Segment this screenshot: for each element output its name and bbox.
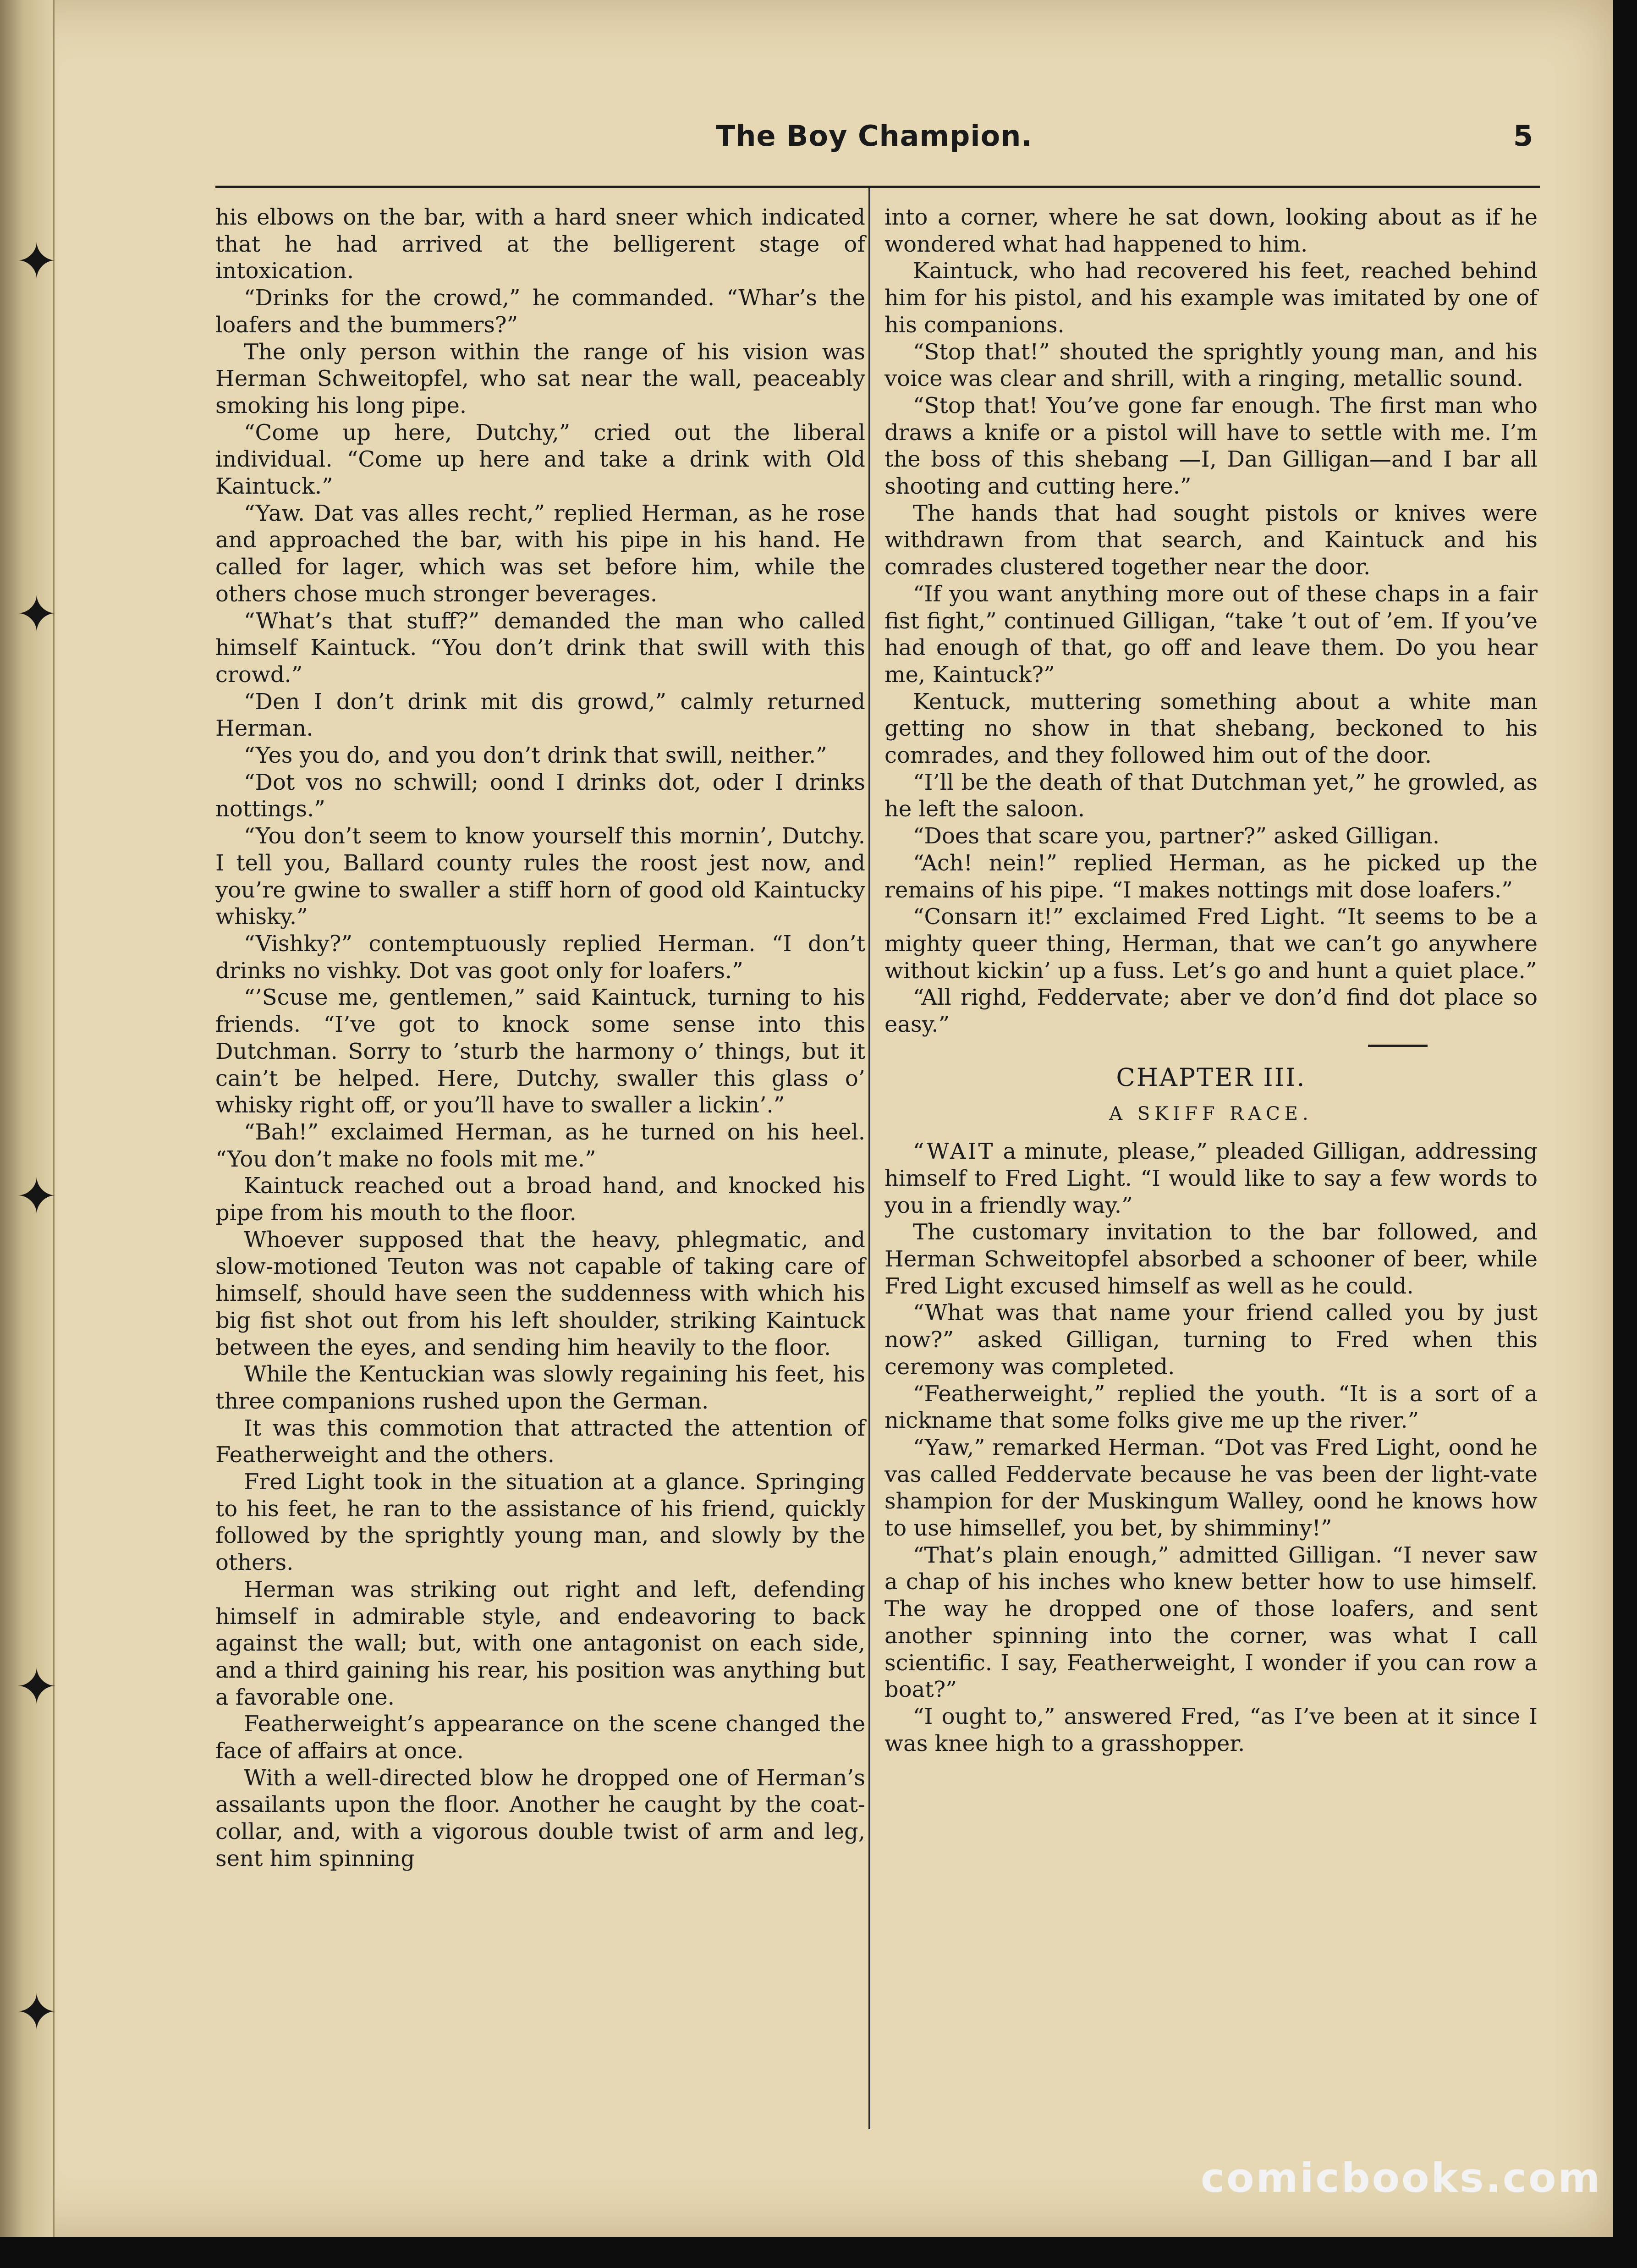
- paragraph: Featherweight’s appearance on the scene changed the face of affairs at once.: [215, 1711, 865, 1764]
- paragraph: “Consarn it!” exclaimed Fred Light. “It seems to be a mighty queer thing, Herman, that we can’t go anywhere without kickin’ up a fuss. Let’s go and hunt a quiet place.”: [884, 904, 1538, 984]
- paragraph: his elbows on the bar, with a hard sneer which indicated that he had arrived at the belligerent stage of intoxication.: [215, 204, 865, 284]
- paragraph: Kaintuck, who had recovered his feet, reached behind him for his pistol, and his example was imitated by one of his companions.: [884, 258, 1538, 338]
- paragraph: “That’s plain enough,” admitted Gilligan. “I never saw a chap of his inches who knew better how to use himself. The way he dropped one of those loafers, and sent another spinning into the corner, was what I call scientific. I say, Featherweight, I wonder if you can row a boat?”: [884, 1542, 1538, 1703]
- paragraph: “I’ll be the death of that Dutchman yet,” he growled, as he left the saloon.: [884, 769, 1538, 822]
- paragraph: Fred Light took in the situation at a glance. Springing to his feet, he ran to the assistance of his friend, quickly followed by the sprightly young man, and slowly by the others.: [215, 1469, 865, 1576]
- site-watermark: comicbooks.com: [1201, 2154, 1602, 2202]
- small-caps-opening: “WAIT: [913, 1139, 995, 1165]
- paragraph: into a corner, where he sat down, looking about as if he wondered what had happened to him.: [884, 204, 1538, 257]
- header-rule: [215, 186, 1540, 188]
- staple-icon: ✦: [15, 1983, 58, 2042]
- page-header: [215, 119, 1533, 170]
- paragraph: The hands that had sought pistols or knives were withdrawn from that search, and Kaintuck and his comrades clustered together near the door.: [884, 500, 1538, 580]
- left-column: [215, 204, 865, 1872]
- staple-icon: ✦: [15, 232, 58, 291]
- paragraph: Whoever supposed that the heavy, phlegmatic, and slow-motioned Teuton was not capable of taking care of himself, should have seen the suddenness with which his big fist shot out from his left shoulder, striking Kaintuck between the eyes, and sending him heavily to the floor.: [215, 1227, 865, 1360]
- chapter-opening-paragraph: [884, 1138, 1538, 1219]
- paragraph: Kaintuck reached out a broad hand, and knocked his pipe from his mouth to the floor.: [215, 1173, 865, 1226]
- paragraph: “Bah!” exclaimed Herman, as he turned on his heel. “You don’t make no fools mit me.”: [215, 1119, 865, 1172]
- paragraph: “Does that scare you, partner?” asked Gilligan.: [913, 823, 1440, 849]
- paragraph: The only person within the range of his vision was Herman Schweitopfel, who sat near the wall, peaceably smoking his long pipe.: [215, 339, 865, 418]
- paragraph: “You don’t seem to know yourself this mornin’, Dutchy. I tell you, Ballard county rules the roost jest now, and you’re gwine to swaller a stiff horn of good old Kaintucky whisky.”: [215, 823, 865, 930]
- opening-text: a minute, please,” pleaded Gilligan, addressing himself to Fred Light. “I would like to say a few words to you in a friendly way.”: [884, 1139, 1538, 1218]
- paragraph: “Drinks for the crowd,” he commanded. “Whar’s the loafers and the bummers?”: [215, 285, 865, 338]
- paragraph: “Stop that!” shouted the sprightly young man, and his voice was clear and shrill, with a ringing, metallic sound.: [884, 339, 1538, 392]
- paragraph: “I ought to,” answered Fred, “as I’ve been at it since I was knee high to a grasshopper.: [884, 1703, 1538, 1756]
- paragraph: While the Kentuckian was slowly regaining his feet, his three companions rushed upon the German.: [215, 1361, 865, 1414]
- chapter-subtitle: A SKIFF RACE.: [1109, 1103, 1313, 1124]
- staple-icon: ✦: [15, 1167, 58, 1226]
- paragraph: “Featherweight,” replied the youth. “It is a sort of a nickname that some folks give me up the river.”: [884, 1381, 1538, 1434]
- page-binding-edge: [0, 0, 58, 2237]
- chapter-title: CHAPTER III.: [1116, 1062, 1306, 1092]
- paragraph: “Dot vos no schwill; oond I drinks dot, oder I drinks nottings.”: [215, 769, 865, 822]
- paragraph: “If you want anything more out of these chaps in a fair fist fight,” continued Gilligan, “take ’t out of ’em. If you’ve had enough of that, go off and leave them. Do you hear me, Kaintuck?”: [884, 581, 1538, 688]
- paragraph: “What was that name your friend called you by just now?” asked Gilligan, turning to Fred when this ceremony was completed.: [884, 1300, 1538, 1380]
- paragraph: “Yes you do, and you don’t drink that swill, neither.”: [244, 743, 827, 769]
- staple-icon: ✦: [15, 1657, 58, 1716]
- paragraph: It was this commotion that attracted the attention of Featherweight and the others.: [215, 1415, 865, 1468]
- right-column: [884, 204, 1538, 1757]
- staple-icon: ✦: [15, 585, 58, 644]
- paragraph: “Vishky?” contemptuously replied Herman. “I don’t drinks no vishky. Dot vas goot only for loafers.”: [215, 930, 865, 984]
- paragraph: “Den I don’t drink mit dis growd,” calmly returned Herman.: [215, 688, 865, 742]
- paragraph: “Stop that! You’ve gone far enough. The first man who draws a knife or a pistol will have to settle with me. I’m the boss of this shebang —I, Dan Gilligan—and I bar all shooting and cutting here.”: [884, 392, 1538, 500]
- paragraph: “Yaw. Dat vas alles recht,” replied Herman, as he rose and approached the bar, with his pipe in his hand. He called for lager, which was set before him, while the others chose much stronger beverages.: [215, 500, 865, 607]
- column-divider: [868, 188, 870, 2129]
- running-title: The Boy Champion.: [716, 119, 1033, 153]
- paragraph: Herman was striking out right and left, defending himself in admirable style, and endeavoring to back against the wall; but, with one antagonist on each side, and a third gaining his rear, his position was anything but a favorable one.: [215, 1576, 865, 1710]
- paragraph: “Come up here, Dutchy,” cried out the liberal individual. “Come up here and take a drink with Old Kaintuck.”: [215, 419, 865, 500]
- paragraph: “All righd, Feddervate; aber ve don’d find dot place so easy.”: [884, 985, 1538, 1038]
- section-break-rule: [1368, 1045, 1428, 1047]
- paragraph: “What’s that stuff?” demanded the man who called himself Kaintuck. “You don’t drink that swill with this crowd.”: [215, 608, 865, 688]
- paragraph: With a well-directed blow he dropped one of Herman’s assailants upon the floor. Another he caught by the coat-collar, and, with a vigorous double twist of arm and leg, sent him spinning: [215, 1765, 865, 1872]
- paragraph: “Ach! nein!” replied Herman, as he picked up the remains of his pipe. “I makes nottings mit dose loafers.”: [884, 850, 1538, 903]
- paragraph: “’Scuse me, gentlemen,” said Kaintuck, turning to his friends. “I’ve got to knock some sense into this Dutchman. Sorry to ’sturb the harmony o’ things, but it cain’t be helped. Here, Dutchy, swaller this glass o’ whisky right off, or you’ll have to swaller a lickin’.”: [215, 985, 865, 1118]
- paragraph: “Yaw,” remarked Herman. “Dot vas Fred Light, oond he vas called Feddervate because he vas been der light-vate shampion for der Muskingum Walley, oond he knows how to use himsellef, you bet, by shimminy!”: [884, 1434, 1538, 1541]
- paragraph: Kentuck, muttering something about a white man getting no show in that shebang, beckoned to his comrades, and they followed him out of the door.: [884, 688, 1538, 769]
- page-number: 5: [1513, 119, 1533, 153]
- paragraph: The customary invitation to the bar followed, and Herman Schweitopfel absorbed a schooner of beer, while Fred Light excused himself as well as he could.: [884, 1219, 1538, 1299]
